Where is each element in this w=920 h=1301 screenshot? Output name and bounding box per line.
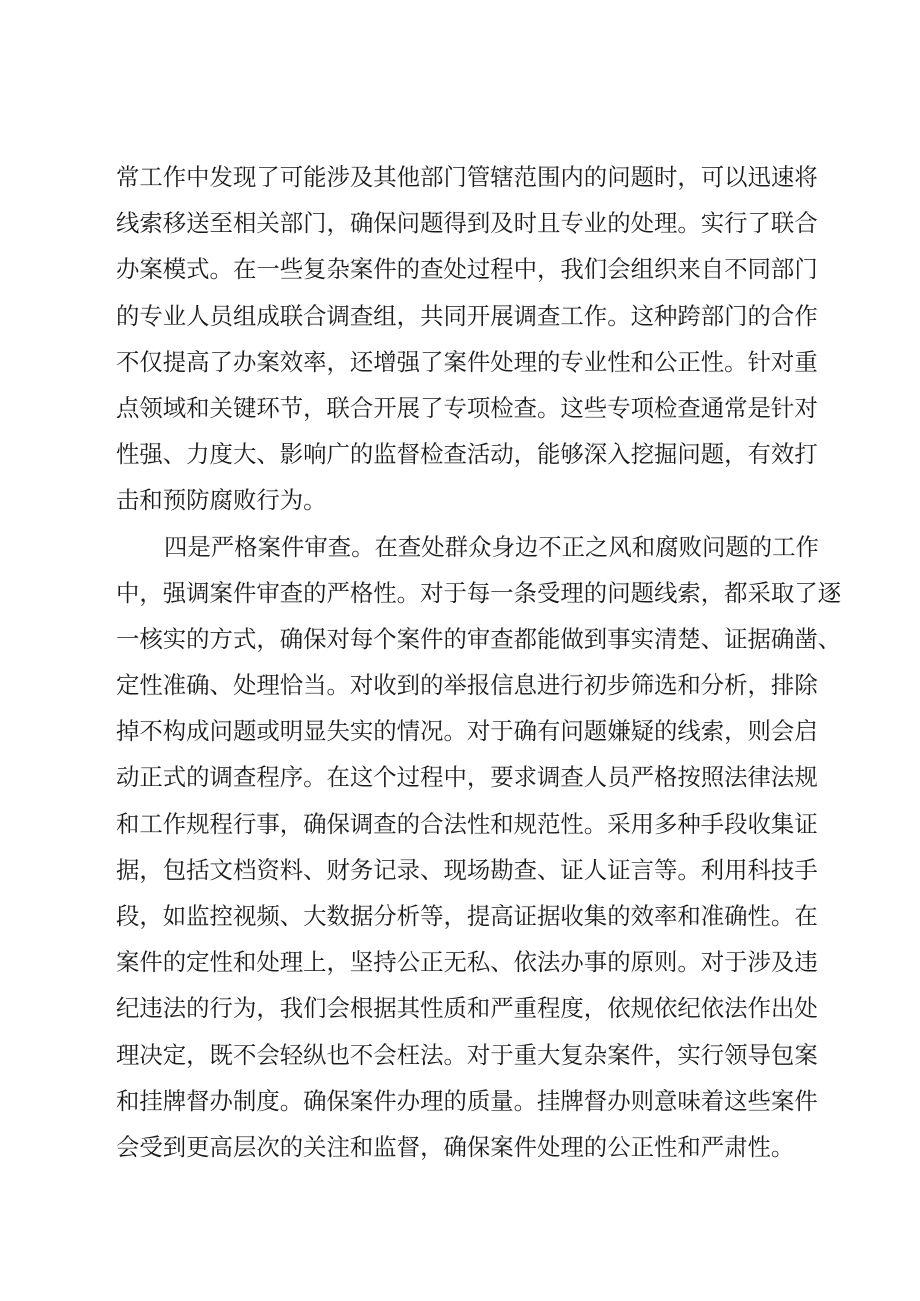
text-line: 的专业人员组成联合调查组，共同开展调查工作。这种跨部门的合作 (116, 301, 818, 330)
text-line: 击和预防腐败行为。 (116, 486, 327, 515)
text-line: 纪违法的行为，我们会根据其性质和严重程度，依规依纪依法作出处 (116, 994, 818, 1023)
paragraph (116, 524, 842, 1171)
text-line: 理决定，既不会轻纵也不会枉法。对于重大复杂案件，实行领导包案 (116, 1040, 818, 1069)
text-line: 定性准确、处理恰当。对收到的举报信息进行初步筛选和分析，排除 (116, 671, 818, 700)
text-line: 点领域和关键环节，联合开展了专项检查。这些专项检查通常是针对 (116, 393, 818, 422)
text-line: 案件的定性和处理上，坚持公正无私、依法办事的原则。对于涉及违 (116, 948, 818, 977)
text-line: 和工作规程行事，确保调查的合法性和规范性。采用多种手段收集证 (116, 809, 818, 838)
text-line: 办案模式。在一些复杂案件的查处过程中，我们会组织来自不同部门 (116, 255, 818, 284)
text-line: 据，包括文档资料、财务记录、现场勘查、证人证言等。利用科技手 (116, 855, 818, 884)
text-line: 线索移送至相关部门，确保问题得到及时且专业的处理。实行了联合 (116, 209, 818, 238)
paragraph (116, 154, 816, 524)
text-line: 中，强调案件审查的严格性。对于每一条受理的问题线索，都采取了逐 (116, 578, 842, 607)
text-line: 性强、力度大、影响广的监督检查活动，能够深入挖掘问题，有效打 (116, 440, 818, 469)
text-line: 四是严格案件审查。在查处群众身边不正之风和腐败问题的工作 (164, 532, 819, 561)
text-line: 会受到更高层次的关注和监督，确保案件处理的公正性和严肃性。 (116, 1132, 795, 1161)
text-line: 掉不构成问题或明显失实的情况。对于确有问题嫌疑的线索，则会启 (116, 717, 818, 746)
text-line: 不仅提高了办案效率，还增强了案件处理的专业性和公正性。针对重 (116, 347, 818, 376)
text-line: 动正式的调查程序。在这个过程中，要求调查人员严格按照法律法规 (116, 763, 818, 792)
text-line: 常工作中发现了可能涉及其他部门管辖范围内的问题时，可以迅速将 (116, 163, 818, 191)
text-line: 一核实的方式，确保对每个案件的审查都能做到事实清楚、证据确凿、 (116, 624, 842, 653)
document-body (116, 154, 842, 1170)
text-line: 和挂牌督办制度。确保案件办理的质量。挂牌督办则意味着这些案件 (116, 1086, 818, 1115)
text-line: 段，如监控视频、大数据分析等，提高证据收集的效率和准确性。在 (116, 902, 818, 930)
